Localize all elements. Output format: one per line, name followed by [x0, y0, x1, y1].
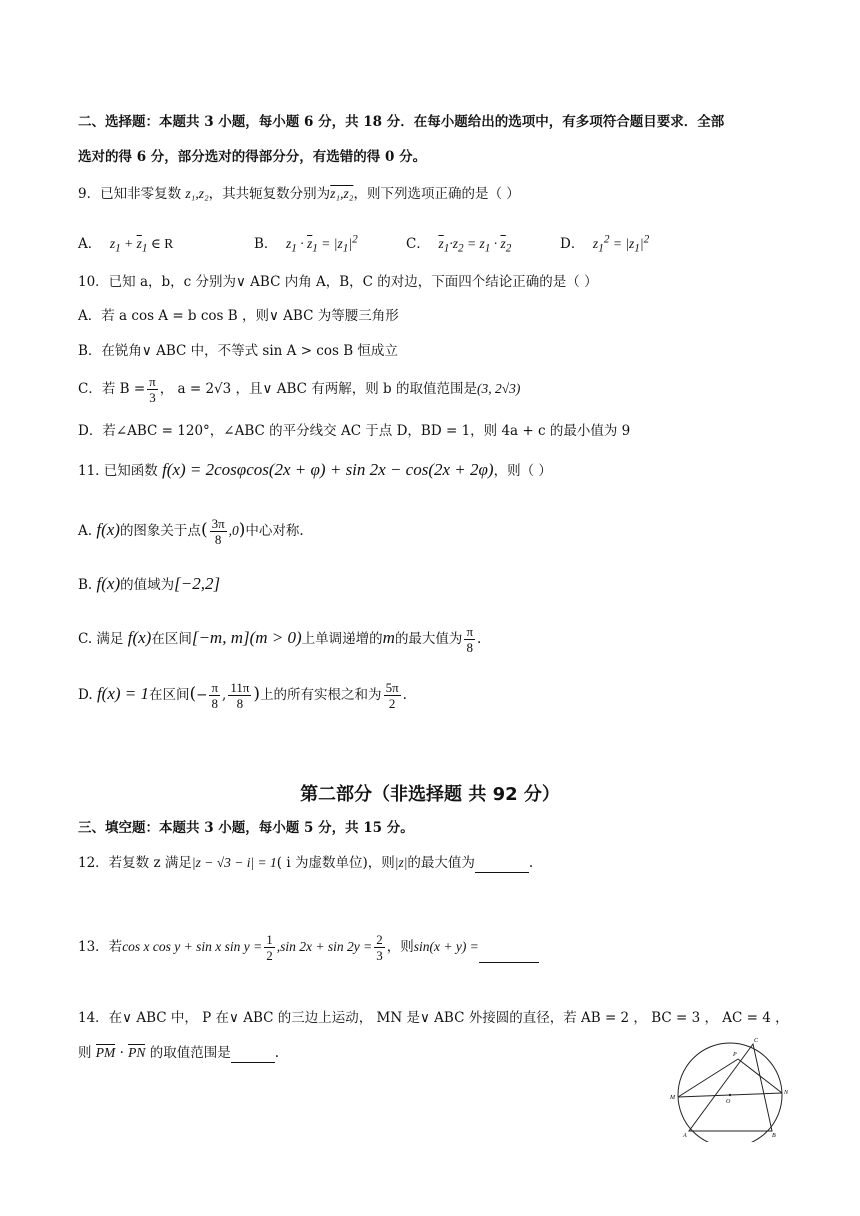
q11-option-c: C. 满足 f(x)在区间[−m, m](m > 0)上单调递增的m的最大值为 $\frac{\pi}{8}$ . — [78, 624, 482, 655]
question-10-stem: 10．已知 a，b，c 分别为∨ ABC 内角 A，B，C 的对边，下面四个结论正确的是（ ） — [78, 274, 598, 290]
q10-option-d: D．若∠ABC = 120°，∠ABC 的平分线交 AC 于点 D，BD = 1，则 4a + c 的最小值为 9 — [78, 423, 631, 439]
label-n: N — [784, 1090, 789, 1096]
label-c: C — [754, 1038, 759, 1044]
circumcircle-figure — [668, 1034, 792, 1142]
center-o-dot — [729, 1094, 731, 1096]
label-a: A — [683, 1133, 687, 1139]
q9-option-d: D． $z_1^2 = |z_1|^2$ — [560, 233, 650, 255]
q9-option-a: A． $z_1 + \overline{z}_1$ ∈ R — [78, 236, 174, 255]
question-9-stem: 9．已知非零复数 z₁,z₂，其共轭复数分别为z₁,z₂，则下列选项正确的是（ ） — [78, 186, 520, 202]
q9-option-c: C． $\overline{z}_1\cdot z_2 = z_1 \cdot \overline{z}_2$ — [406, 236, 512, 255]
label-p: P — [733, 1052, 737, 1058]
section-2-header-line2: 选对的得 6 分，部分选对的得部分分，有选错的得 0 分。 — [78, 149, 427, 165]
label-b: B — [772, 1133, 776, 1139]
q11-option-a: A. f(x)的图象关于点( $\frac{3\pi}{8}$ ,0)中心对称. — [78, 516, 304, 547]
q11-option-b: B. f(x)的值域为[−2,2] — [78, 574, 221, 593]
question-11-stem: 11. 已知函数 f(x) = 2cosφcos(2x + φ) + sin 2x − cos(2x + 2φ)，则（ ） — [78, 460, 552, 479]
section-3-header: 三、填空题：本题共 3 小题，每小题 5 分，共 15 分。 — [78, 820, 414, 836]
answer-blank-12[interactable] — [475, 852, 529, 873]
q10-option-c: C．若 B = $\frac{\pi}{3}$ ， a = 2√3 ，且∨ ABC 有两解，则 b 的取值范围是(3, 2√3) — [78, 374, 521, 405]
section-2-header-line1: 二、选择题：本题共 3 小题，每小题 6 分，共 18 分．在每小题给出的选项中，有多项符合题目要求．全部 — [78, 114, 725, 130]
triangle-abc — [689, 1044, 772, 1131]
question-12: 12．若复数 z 满足|z − √3 − i| = 1( i 为虚数单位)，则|z|的最大值为 . — [78, 852, 533, 873]
q11-option-d: D. f(x) = 1在区间(− $\frac{\pi}{8}$ , $\frac{11\pi}{8}$ )上的所有实根之和为 $\frac{5\pi}{2}$ . — [78, 680, 407, 711]
part-2-heading: 第二部分（非选择题 共 92 分） — [300, 784, 560, 805]
label-o: O — [726, 1099, 731, 1105]
label-m: M — [670, 1095, 675, 1101]
segment-pn — [738, 1059, 782, 1093]
segment-pm — [678, 1059, 738, 1097]
q10-option-a: A．若 a cos A = b cos B ，则∨ ABC 为等腰三角形 — [78, 308, 399, 324]
answer-blank-14[interactable] — [231, 1042, 275, 1063]
circumcircle — [678, 1043, 782, 1142]
q9-option-b: B． $z_1 \cdot \overline{z}_1 = |z_1|^2$ — [254, 233, 358, 255]
question-14-line2: 则 PM · PN 的取值范围是 . — [78, 1042, 279, 1063]
answer-blank-13[interactable] — [479, 942, 539, 963]
question-14-line1: 14．在∨ ABC 中， P 在∨ ABC 的三边上运动， MN 是∨ ABC 外接圆的直径，若 AB = 2 ， BC = 3 ， AC = 4 ， — [78, 1010, 789, 1026]
q10-option-b: B．在锐角∨ ABC 中，不等式 sin A > cos B 恒成立 — [78, 343, 398, 359]
question-13: 13．若cos x cos y + sin x sin y = $\frac{1}{2}$ ,sin 2x + sin 2y = $\frac{2}{3}$ ，则sin(x + y) = — [78, 932, 539, 963]
